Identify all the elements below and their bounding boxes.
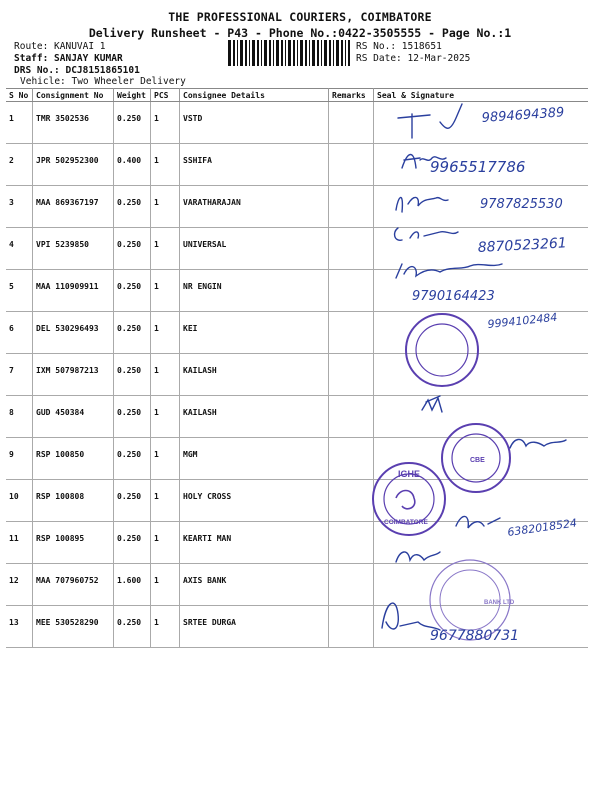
cell-consignment: RSP 100850 xyxy=(33,438,114,480)
cell-remarks xyxy=(329,564,374,606)
cell-consignee: KAILASH xyxy=(180,354,329,396)
cell-signature xyxy=(374,186,589,228)
phone-row-1: 9894694389 xyxy=(481,105,565,126)
cell-consignment: GUD 450384 xyxy=(33,396,114,438)
cell-signature xyxy=(374,270,589,312)
barcode-image xyxy=(228,40,350,66)
table-row xyxy=(6,522,588,564)
cell-sno: 12 xyxy=(6,564,33,606)
cell-consignee: SRTEE DURGA xyxy=(180,606,329,648)
cell-weight: 0.250 xyxy=(114,480,151,522)
cell-pcs: 1 xyxy=(151,396,180,438)
cell-remarks xyxy=(329,396,374,438)
cell-pcs: 1 xyxy=(151,144,180,186)
cell-sno: 11 xyxy=(6,522,33,564)
cell-remarks xyxy=(329,354,374,396)
col-consignee: Consignee Details xyxy=(180,89,329,102)
phone-row-2: 9965517786 xyxy=(430,158,526,176)
cell-signature xyxy=(374,564,589,606)
cell-consignee: SSHIFA xyxy=(180,144,329,186)
stamp-ighe-text: IGHE xyxy=(398,469,421,479)
company-title: THE PROFESSIONAL COURIERS, COIMBATORE xyxy=(168,10,432,24)
cell-consignment: DEL 530296493 xyxy=(33,312,114,354)
table-row xyxy=(6,480,588,522)
col-weight: Weight xyxy=(114,89,151,102)
runsheet-subtitle: Delivery Runsheet - P43 - Phone No.:0422-3505555 - Page No.:1 xyxy=(88,26,512,40)
cell-consignment: VPI 5239850 xyxy=(33,228,114,270)
vehicle-label: Vehicle: Two Wheeler Delivery xyxy=(20,76,186,87)
table-row xyxy=(6,312,588,354)
cell-sno: 4 xyxy=(6,228,33,270)
cell-weight: 0.250 xyxy=(114,228,151,270)
cell-consignee: KAILASH xyxy=(180,396,329,438)
cell-consignment: MAA 707960752 xyxy=(33,564,114,606)
cell-pcs: 1 xyxy=(151,606,180,648)
cell-pcs: 1 xyxy=(151,438,180,480)
cell-consignee: KEARTI MAN xyxy=(180,522,329,564)
cell-consignment: RSP 100895 xyxy=(33,522,114,564)
cell-consignment: JPR 502952300 xyxy=(33,144,114,186)
cell-pcs: 1 xyxy=(151,564,180,606)
table-row xyxy=(6,102,588,144)
col-pcs: PCS xyxy=(151,89,180,102)
cell-consignment: MAA 110909911 xyxy=(33,270,114,312)
cell-weight: 0.250 xyxy=(114,438,151,480)
cell-remarks xyxy=(329,606,374,648)
phone-row-11: 6382018524 xyxy=(506,516,578,539)
phone-row-4: 8870523261 xyxy=(477,235,568,256)
cell-sno: 8 xyxy=(6,396,33,438)
cell-remarks xyxy=(329,228,374,270)
cell-remarks xyxy=(329,102,374,144)
cell-sno: 6 xyxy=(6,312,33,354)
cell-weight: 0.250 xyxy=(114,396,151,438)
cell-consignment: RSP 100808 xyxy=(33,480,114,522)
stamp-bank-text: BANK LTD xyxy=(484,600,515,606)
cell-signature xyxy=(374,480,589,522)
cell-consignee: KEI xyxy=(180,312,329,354)
table-row xyxy=(6,270,588,312)
rs-date: RS Date: 12-Mar-2025 xyxy=(356,53,471,64)
table-row xyxy=(6,606,588,648)
cell-consignee: HOLY CROSS xyxy=(180,480,329,522)
cell-remarks xyxy=(329,144,374,186)
runsheet-table xyxy=(6,88,588,648)
col-sno: S No xyxy=(6,89,33,102)
cell-weight: 0.250 xyxy=(114,102,151,144)
table-row xyxy=(6,354,588,396)
cell-weight: 0.250 xyxy=(114,606,151,648)
table-row xyxy=(6,186,588,228)
cell-sno: 5 xyxy=(6,270,33,312)
cell-pcs: 1 xyxy=(151,102,180,144)
col-remarks: Remarks xyxy=(329,89,374,102)
cell-consignment: MEE 530528290 xyxy=(33,606,114,648)
phone-row-6: 9994102484 xyxy=(486,310,558,331)
phone-row-5: 9790164423 xyxy=(412,289,495,304)
cell-remarks xyxy=(329,312,374,354)
cell-sno: 10 xyxy=(6,480,33,522)
cell-pcs: 1 xyxy=(151,480,180,522)
cell-consignee: AXIS BANK xyxy=(180,564,329,606)
cell-consignment: MAA 869367197 xyxy=(33,186,114,228)
cell-signature xyxy=(374,522,589,564)
cell-sno: 3 xyxy=(6,186,33,228)
cell-signature xyxy=(374,606,589,648)
cell-consignee: NR ENGIN xyxy=(180,270,329,312)
stamp-cbe-text: CBE xyxy=(470,457,485,464)
cell-signature xyxy=(374,102,589,144)
cell-pcs: 1 xyxy=(151,186,180,228)
cell-weight: 0.400 xyxy=(114,144,151,186)
cell-consignee: VSTD xyxy=(180,102,329,144)
cell-sno: 2 xyxy=(6,144,33,186)
cell-sno: 9 xyxy=(6,438,33,480)
cell-pcs: 1 xyxy=(151,354,180,396)
staff-label: Staff: SANJAY KUMAR xyxy=(14,53,123,64)
cell-remarks xyxy=(329,438,374,480)
cell-weight: 0.250 xyxy=(114,354,151,396)
cell-signature xyxy=(374,438,589,480)
cell-signature xyxy=(374,396,589,438)
cell-consignment: TMR 3502536 xyxy=(33,102,114,144)
col-signature: Seal & Signature xyxy=(374,89,589,102)
cell-pcs: 1 xyxy=(151,270,180,312)
cell-pcs: 1 xyxy=(151,312,180,354)
cell-sno: 7 xyxy=(6,354,33,396)
cell-weight: 0.250 xyxy=(114,270,151,312)
cell-remarks xyxy=(329,480,374,522)
table-row xyxy=(6,564,588,606)
cell-consignee: UNIVERSAL xyxy=(180,228,329,270)
cell-remarks xyxy=(329,186,374,228)
table-header-row xyxy=(6,89,588,102)
cell-signature xyxy=(374,144,589,186)
stamp-ighe-city: COIMBATORE xyxy=(384,519,428,526)
col-consignment: Consignment No xyxy=(33,89,114,102)
cell-pcs: 1 xyxy=(151,522,180,564)
cell-consignment: IXM 507987213 xyxy=(33,354,114,396)
cell-signature xyxy=(374,312,589,354)
cell-consignee: VARATHARAJAN xyxy=(180,186,329,228)
route-label: Route: KANUVAI 1 xyxy=(14,41,106,52)
table-row xyxy=(6,228,588,270)
drs-number: DRS No.: DCJ8151865101 xyxy=(14,65,140,76)
table-row xyxy=(6,144,588,186)
cell-pcs: 1 xyxy=(151,228,180,270)
cell-remarks xyxy=(329,522,374,564)
table-row xyxy=(6,396,588,438)
cell-weight: 1.600 xyxy=(114,564,151,606)
cell-signature xyxy=(374,228,589,270)
cell-weight: 0.250 xyxy=(114,312,151,354)
cell-signature xyxy=(374,354,589,396)
cell-consignee: MGM xyxy=(180,438,329,480)
phone-row-13: 9677880731 xyxy=(430,628,520,644)
cell-weight: 0.250 xyxy=(114,186,151,228)
cell-sno: 1 xyxy=(6,102,33,144)
table-row xyxy=(6,438,588,480)
rs-number: RS No.: 1518651 xyxy=(356,41,442,52)
phone-row-3: 9787825530 xyxy=(480,197,563,212)
cell-weight: 0.250 xyxy=(114,522,151,564)
cell-remarks xyxy=(329,270,374,312)
cell-sno: 13 xyxy=(6,606,33,648)
